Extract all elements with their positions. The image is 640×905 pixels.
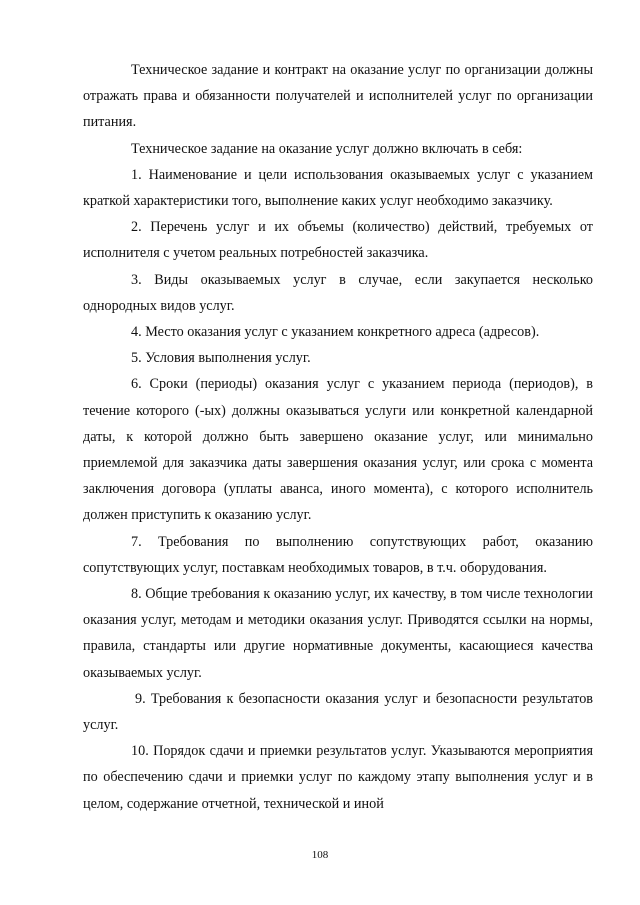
paragraph-tz-includes: Техническое задание на оказание услуг должно включать в себя: (131, 140, 523, 157)
list-item-3: 3. Виды оказываемых услуг в случае, если закупается несколько однородных видов услуг. (83, 271, 593, 314)
list-item-7: 7. Требования по выполнению сопутствующих работ, оказанию сопутствующих услуг, поставкам необходимых товаров, в т.ч. оборудования. (83, 533, 593, 576)
list-item-8: 8. Общие требования к оказанию услуг, их качеству, в том числе технологии оказания услуг, методам и методики оказания услуг. Приводятся ссылки на нормы, правила, стандарты или другие нормативные документы, касающиеся качества оказываемых услуг. (83, 586, 593, 681)
list-item-4: 4. Место оказания услуг с указанием конкретного адреса (адресов). (131, 324, 540, 341)
list-item-6: 6. Сроки (периоды) оказания услуг с указанием периода (периодов), в течение которого (-ых) должны оказываться услуги или конкретной календарной даты, к которой должно быть завершено оказание услуг, или минимально приемлемой для заказчика даты завершения оказания услуг, или срока с момента заключения договора (уплаты аванса, иного момента), с которого исполнитель должен приступить к оказанию услуг. (83, 376, 593, 524)
document-page (83, 57, 593, 817)
page-number: 108 (311, 849, 329, 861)
list-item-10: 10. Порядок сдачи и приемки результатов услуг. Указываются мероприятия по обеспечению сдачи и приемки услуг по каждому этапу выполнения услуг и в целом, содержание отчетной, технической и иной (83, 743, 593, 812)
list-item-1: 1. Наименование и цели использования оказываемых услуг с указанием краткой характеристики того, выполнение каких услуг необходимо заказчику. (83, 166, 593, 210)
list-item-2: 2. Перечень услуг и их объемы (количество) действий, требуемых от исполнителя с учетом реальных потребностей заказчика. (83, 219, 593, 262)
paragraph-intro: Техническое задание и контракт на оказание услуг по организации должны отражать права и обязанности получателей и исполнителей услуг по организации питания. (83, 62, 593, 131)
list-item-9: 9. Требования к безопасности оказания услуг и безопасности результатов услуг. (83, 690, 593, 734)
list-item-5: 5. Условия выполнения услуг. (131, 350, 311, 367)
